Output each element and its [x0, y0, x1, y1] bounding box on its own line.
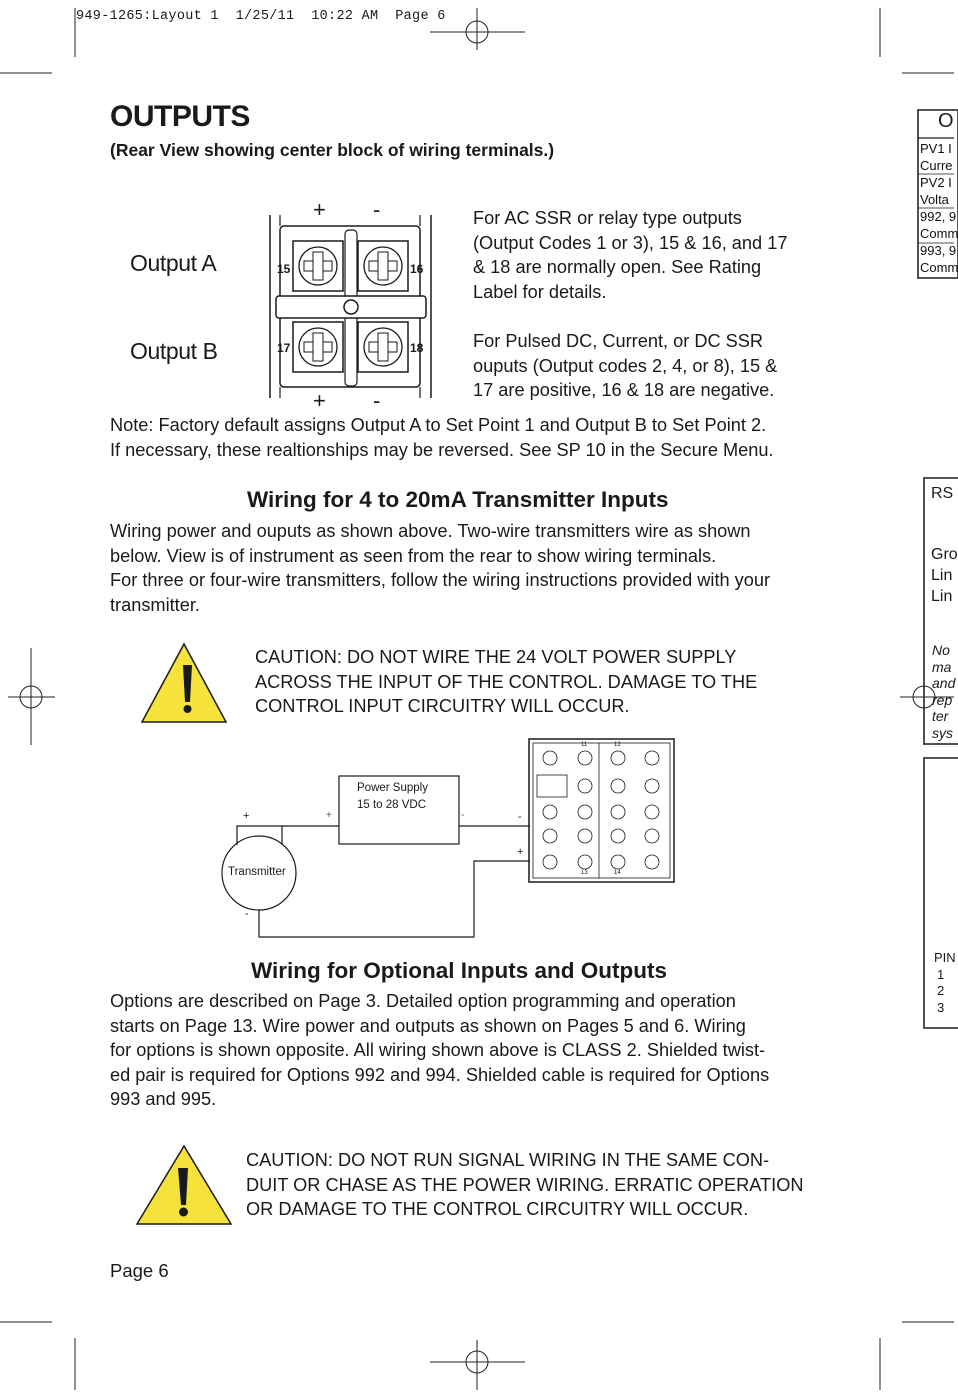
ps-plus: +: [326, 810, 332, 821]
bottom-plus-sign: +: [313, 388, 326, 413]
bottom-minus-sign: -: [373, 388, 381, 413]
optional-section-heading: Wiring for Optional Inputs and Outputs: [251, 958, 667, 983]
page-subtitle: (Rear View showing center block of wiring terminals.): [110, 140, 555, 160]
caution-power-supply: CAUTION: DO NOT WIRE THE 24 VOLT POWER SUPPLY ACROSS THE INPUT OF THE CONTROL. DAMAGE TO THE CONTROL INPUT CIRCUITRY WILL OCCUR.: [255, 647, 758, 717]
factory-default-note: Note: Factory default assigns Output A to Set Point 1 and Output B to Set Point 2. If necessary, these realtionships may be reversed. See SP 10 in the Secure Menu.: [110, 415, 774, 460]
transmitter-section-body: Wiring power and ouputs as shown above. Two-wire transmitters wire as shown below. View is of instrument as seen from the rear to show wiring terminals. For three or four-wire transmitters, follow the wiring instructions provided with your transmitter.: [110, 521, 771, 615]
transmitter-plus: +: [243, 810, 250, 822]
transmitter-section-heading: Wiring for 4 to 20mA Transmitter Inputs: [247, 487, 669, 512]
output-b-label: Output B: [130, 338, 218, 364]
side-table-header: O: [938, 110, 954, 132]
caution-signal-wiring: CAUTION: DO NOT RUN SIGNAL WIRING IN THE SAME CON- DUIT OR CHASE AS THE POWER WIRING. ERRATIC OPERATION OR DAMAGE TO THE CONTROL CIRCUITRY WILL OCCUR.: [246, 1150, 804, 1220]
top-minus-sign: -: [373, 197, 381, 222]
page-title: OUTPUTS: [110, 100, 250, 133]
printer-slug: 949-1265:Layout 1 1/25/11 10:22 AM Page 6: [76, 9, 446, 24]
side-table-rows: PV1 I Curre PV2 I Volta 992, 9 Comm 993, 9 Comm: [920, 141, 958, 275]
terminal-label-15: 15: [277, 262, 291, 276]
optional-section-body: Options are described on Page 3. Detailed option programming and operation starts on Page 13. Wire power and outputs as shown on Pages 5 and 6. Wiring for options is shown opposite. All wiring shown above is CLASS 2. Shielded twist- ed pair is required for Options 992 and 994. Shielded cable is required for Options 993 and 995.: [110, 991, 770, 1110]
pulsed-dc-description: For Pulsed DC, Current, or DC SSR ouputs (Output codes 2, 4, or 8), 15 & 17 are positive, 16 & 18 are negative.: [473, 331, 778, 401]
transmitter-label: Transmitter: [228, 866, 286, 878]
output-a-label: Output A: [130, 250, 217, 276]
ac-ssr-description: For AC SSR or relay type outputs (Output Codes 1 or 3), 15 & 16, and 17 & 18 are normally open. See Rating Label for details.: [473, 208, 788, 302]
controller-plus: +: [517, 846, 524, 858]
ps-minus: -: [461, 810, 465, 821]
side-pin-list: PIN 1 2 3: [934, 950, 956, 1015]
top-plus-sign: +: [313, 197, 326, 222]
terminal-label-16: 16: [410, 262, 424, 276]
side-rs-lines: Gro Lin Lin: [931, 546, 958, 605]
side-rs-label: RS: [931, 485, 954, 502]
controller-terminal-label: 13: [581, 870, 588, 876]
controller-terminal-label: 12: [614, 742, 621, 748]
controller-terminal-label: 11: [581, 742, 588, 748]
side-rs-note: No ma and rep ter sys: [932, 642, 956, 741]
terminal-label-17: 17: [277, 341, 291, 355]
controller-terminal-label: 14: [614, 870, 621, 876]
page-number: Page 6: [110, 1260, 169, 1281]
controller-minus: -: [518, 811, 522, 823]
transmitter-minus: -: [245, 908, 249, 920]
power-supply-label: Power Supply 15 to 28 VDC: [357, 782, 428, 811]
terminal-label-18: 18: [410, 341, 424, 355]
